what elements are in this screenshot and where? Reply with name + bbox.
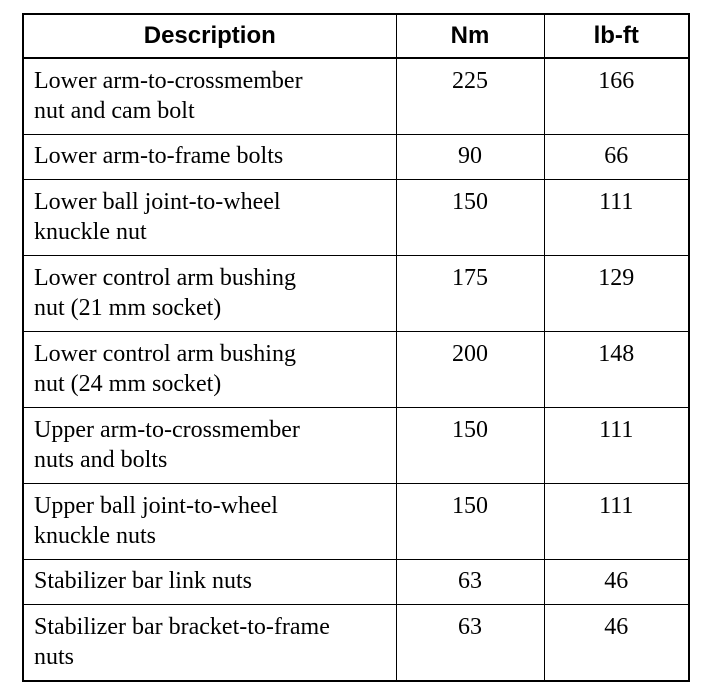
description-line: knuckle nuts — [34, 523, 156, 549]
header-description: Description — [23, 14, 396, 58]
table-row — [23, 180, 689, 256]
nm-value-cell: 150 — [396, 180, 544, 256]
nm-value-cell: 175 — [396, 256, 544, 332]
description-line: Stabilizer bar link nuts — [34, 568, 252, 594]
table-row — [23, 484, 689, 560]
description-line: nuts — [34, 644, 75, 670]
torque-spec-table — [22, 13, 690, 682]
header-row — [23, 14, 689, 58]
lbft-value-cell: 46 — [544, 560, 689, 605]
description-cell — [23, 605, 396, 682]
lbft-value-cell: 66 — [544, 135, 689, 180]
nm-value-cell: 150 — [396, 408, 544, 484]
description-line: Lower arm-to-crossmember — [34, 68, 303, 94]
table-row — [23, 58, 689, 135]
lbft-value-cell: 111 — [544, 484, 689, 560]
description-line: Lower control arm bushing — [34, 265, 296, 291]
description-cell — [23, 135, 396, 180]
table-row — [23, 332, 689, 408]
description-cell — [23, 180, 396, 256]
nm-value-cell: 200 — [396, 332, 544, 408]
description-line: nuts and bolts — [34, 447, 168, 473]
description-line: nut (21 mm socket) — [34, 295, 222, 321]
description-line: Lower control arm bushing — [34, 341, 296, 367]
description-line: Lower arm-to-frame bolts — [34, 143, 284, 169]
description-line: Upper arm-to-crossmember — [34, 417, 300, 443]
description-line: nut (24 mm socket) — [34, 371, 222, 397]
description-line: nut and cam bolt — [34, 98, 195, 124]
description-line: knuckle nut — [34, 219, 147, 245]
table-body — [23, 58, 689, 681]
nm-value-cell: 63 — [396, 605, 544, 682]
description-cell — [23, 332, 396, 408]
nm-value-cell: 63 — [396, 560, 544, 605]
table-row — [23, 408, 689, 484]
description-cell — [23, 256, 396, 332]
description-cell — [23, 560, 396, 605]
nm-value-cell: 225 — [396, 58, 544, 135]
header-lbft: lb-ft — [544, 14, 689, 58]
description-cell — [23, 408, 396, 484]
header-nm: Nm — [396, 14, 544, 58]
table-row — [23, 256, 689, 332]
lbft-value-cell: 129 — [544, 256, 689, 332]
table-row — [23, 135, 689, 180]
lbft-value-cell: 111 — [544, 408, 689, 484]
description-line: Upper ball joint-to-wheel — [34, 493, 278, 519]
description-line: Stabilizer bar bracket-to-frame — [34, 614, 330, 640]
description-cell — [23, 484, 396, 560]
description-cell — [23, 58, 396, 135]
nm-value-cell: 90 — [396, 135, 544, 180]
nm-value-cell: 150 — [396, 484, 544, 560]
description-line: Lower ball joint-to-wheel — [34, 189, 281, 215]
lbft-value-cell: 148 — [544, 332, 689, 408]
lbft-value-cell: 166 — [544, 58, 689, 135]
lbft-value-cell: 111 — [544, 180, 689, 256]
table-row — [23, 560, 689, 605]
lbft-value-cell: 46 — [544, 605, 689, 682]
table-row — [23, 605, 689, 682]
